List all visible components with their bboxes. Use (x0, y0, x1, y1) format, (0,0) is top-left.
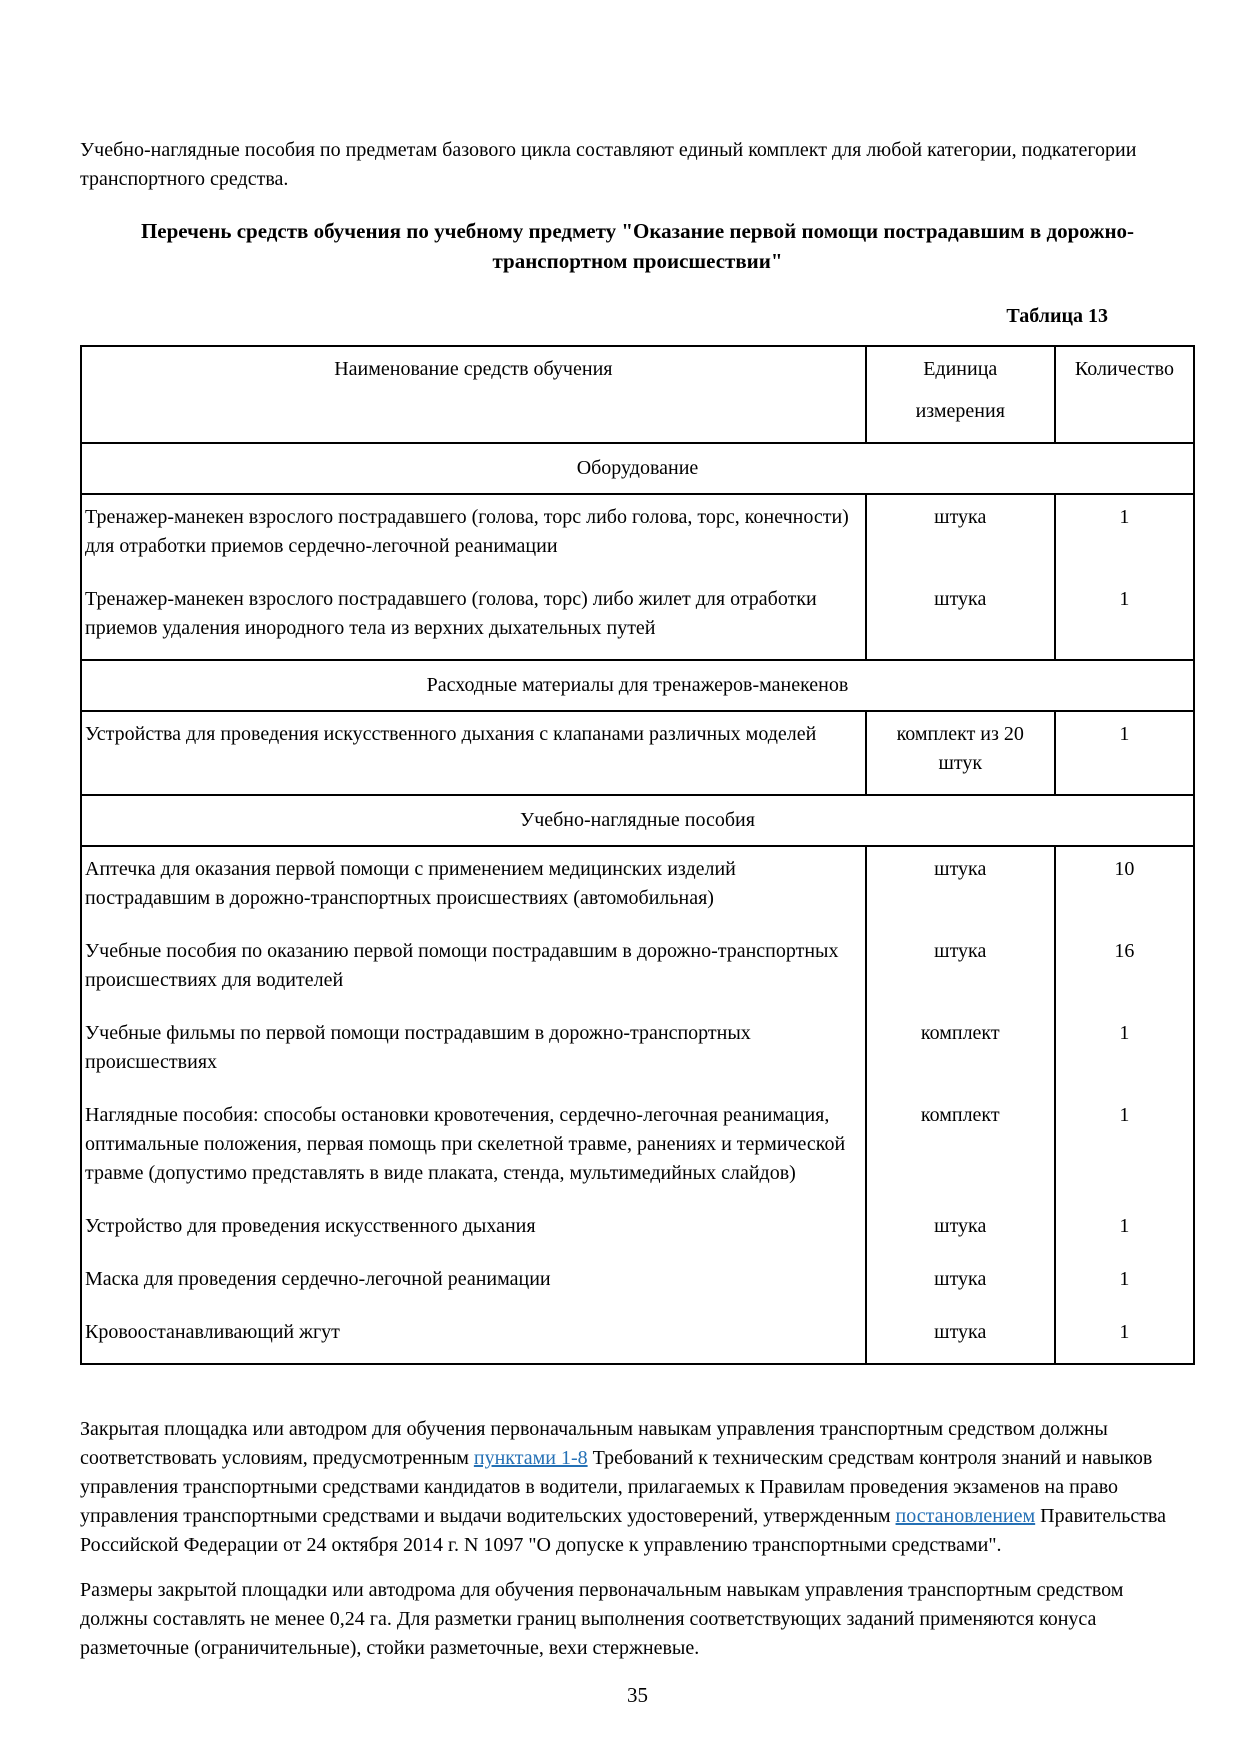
section-title: Учебно-наглядные пособия (81, 795, 1194, 846)
link-punktami-1-8[interactable]: пунктами 1-8 (473, 1447, 588, 1469)
section-heading: Перечень средств обучения по учебному предмету "Оказание первой помощи пострадавшим в дорожно-транспортном происшествии" (140, 219, 1135, 273)
item-unit: штука (866, 1204, 1055, 1257)
table-row (81, 577, 1194, 660)
column-header-name: Наименование средств обучения (81, 346, 866, 443)
item-name: Кровоостанавливающий жгут (85, 1321, 340, 1343)
item-quantity: 1 (1119, 588, 1130, 610)
item-unit: комплект (866, 1011, 1055, 1093)
item-unit: комплект из 20 штук (866, 711, 1055, 795)
column-header-unit-line2: измерения (915, 400, 1005, 422)
table-row (81, 1204, 1194, 1257)
table-section-row (81, 795, 1194, 846)
item-name: Учебные фильмы по первой помощи пострадавшим в дорожно-транспортных происшествиях (85, 1022, 751, 1073)
item-name: Устройства для проведения искусственного дыхания с клапанами различных моделей (85, 723, 817, 745)
item-name: Тренажер-манекен взрослого пострадавшего (голова, торс либо голова, торс, конечности) для отработки приемов сердечно-легочной реанимации (85, 506, 849, 557)
column-header-unit (866, 346, 1055, 443)
item-quantity: 1 (1119, 723, 1130, 745)
item-name: Учебные пособия по оказанию первой помощи пострадавшим в дорожно-транспортных происшествиях для водителей (85, 940, 839, 991)
item-unit: штука (866, 577, 1055, 660)
item-quantity: 1 (1119, 1215, 1130, 1237)
column-header-quantity: Количество (1055, 346, 1194, 443)
training-aids-table-body (81, 443, 1194, 1364)
table-row (81, 1310, 1194, 1364)
table-section-row (81, 443, 1194, 494)
column-header-unit-line1: Единица (923, 358, 998, 380)
table-row (81, 929, 1194, 1011)
paragraph1-text-3: Правительства Российской Федерации от 24 октября 2014 г. N 1097 "О допуске к управлению транспортными средствами". (80, 1505, 1167, 1556)
section-title: Оборудование (81, 443, 1194, 494)
training-aids-table (80, 345, 1195, 1365)
item-name: Наглядные пособия: способы остановки кровотечения, сердечно-легочная реанимация, оптимальные положения, первая помощь при скелетной травме, ранениях и термической травме (допустимо представлять в виде плаката, стенда, мультимедийных слайдов) (85, 1104, 846, 1184)
item-quantity: 1 (1119, 1104, 1130, 1126)
table-row (81, 711, 1194, 795)
item-unit: штука (866, 494, 1055, 577)
item-quantity: 10 (1114, 858, 1135, 880)
section-title: Расходные материалы для тренажеров-манекенов (81, 660, 1194, 711)
paragraph1-text-1: Закрытая площадка или автодром для обучения первоначальным навыкам управления транспортным средством должны соответствовать условиям, предусмотренным (80, 1418, 1108, 1469)
table-row (81, 846, 1194, 929)
area-size-paragraph: Размеры закрытой площадки или автодрома для обучения первоначальным навыкам управления транспортным средством должны составлять не менее 0,24 га. Для разметки границ выполнения соответствующих заданий применяются конуса разметочные (ограничительные), стойки разметочные, вехи стержневые. (80, 1579, 1124, 1659)
item-name: Устройство для проведения искусственного дыхания (85, 1215, 536, 1237)
item-quantity: 16 (1114, 940, 1135, 962)
table-row (81, 1257, 1194, 1310)
table-section-row (81, 660, 1194, 711)
table-row (81, 1011, 1194, 1093)
item-quantity: 1 (1119, 1321, 1130, 1343)
table-header-row (81, 346, 1194, 443)
intro-paragraph: Учебно-наглядные пособия по предметам базового цикла составляют единый комплект для любой категории, подкатегории транспортного средства. (80, 139, 1137, 190)
item-unit: штука (866, 1257, 1055, 1310)
table-row (81, 494, 1194, 577)
item-name: Тренажер-манекен взрослого пострадавшего (голова, торс) либо жилет для отработки приемов удаления инородного тела из верхних дыхательных путей (85, 588, 817, 639)
table-caption: Таблица 13 (1006, 305, 1108, 327)
paragraph1-text-2: Требований к техническим средствам контроля знаний и навыков управления транспортными средствами кандидатов в водители, прилагаемых к Правилам проведения экзаменов на право управления транспортными средствами и выдачи водительских удостоверений, утвержденным (80, 1447, 1153, 1527)
page-number: 35 (627, 1683, 648, 1707)
item-unit: штука (866, 929, 1055, 1011)
item-unit: комплект (866, 1093, 1055, 1204)
item-name: Маска для проведения сердечно-легочной реанимации (85, 1268, 551, 1290)
item-unit: штука (866, 846, 1055, 929)
item-quantity: 1 (1119, 1022, 1130, 1044)
item-quantity: 1 (1119, 1268, 1130, 1290)
table-row (81, 1093, 1194, 1204)
item-name: Аптечка для оказания первой помощи с применением медицинских изделий пострадавшим в дорожно-транспортных происшествиях (автомобильная) (85, 858, 736, 909)
item-quantity: 1 (1119, 506, 1130, 528)
closed-area-paragraph (80, 1415, 1195, 1560)
link-postanovleniem[interactable]: постановлением (895, 1505, 1036, 1527)
item-unit: штука (866, 1310, 1055, 1364)
